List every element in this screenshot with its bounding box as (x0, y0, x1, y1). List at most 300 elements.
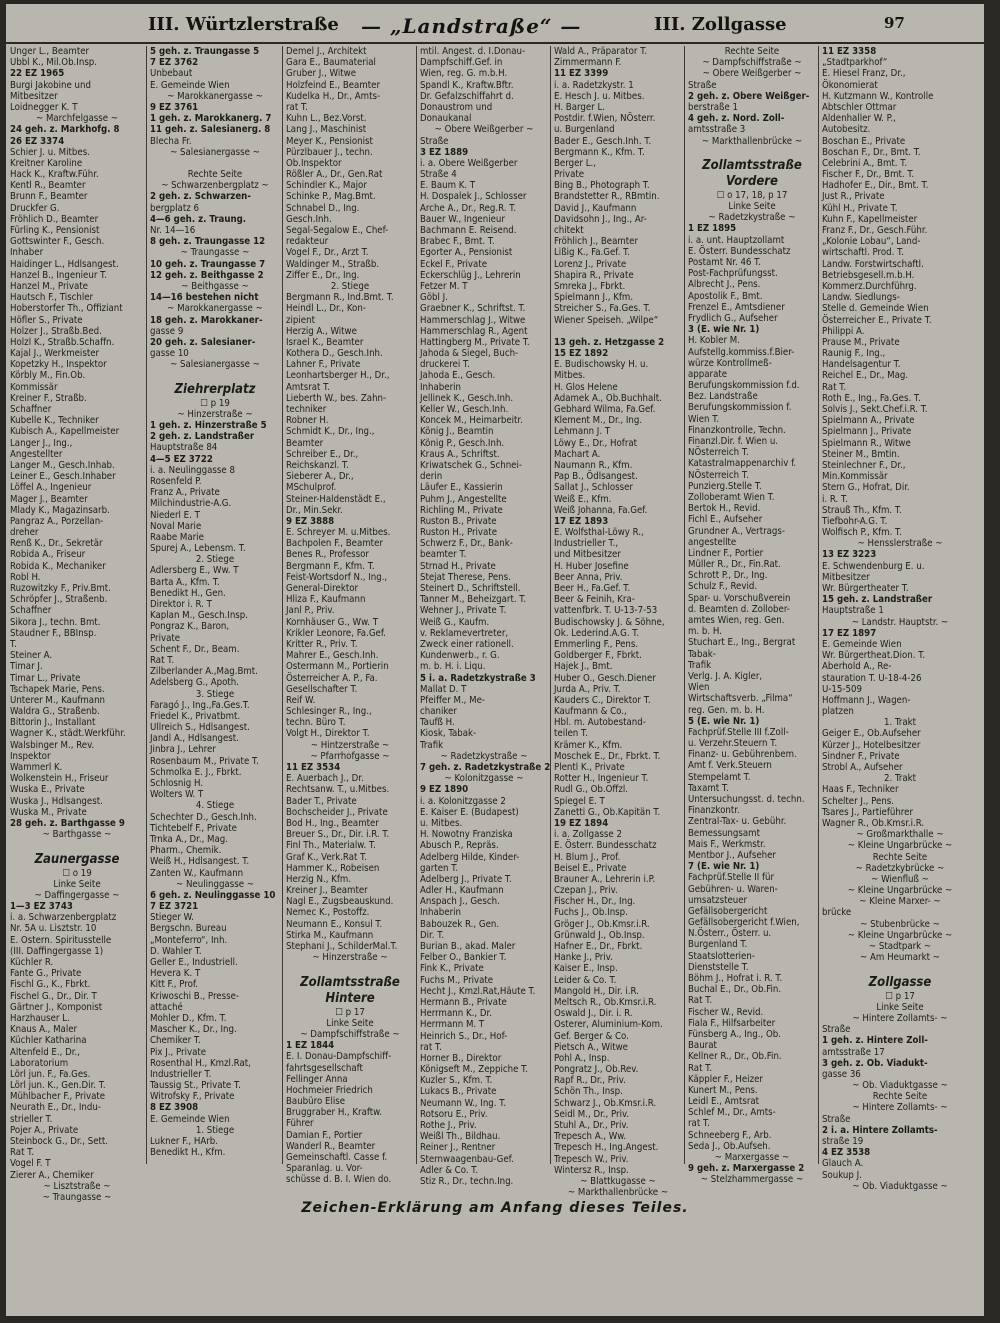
directory-entry: Rudl G., Ob.Offzl. (554, 784, 628, 796)
directory-entry: 13 EZ 3223 (822, 549, 877, 561)
directory-entry: E. Hiesel Franz, Dr., (822, 68, 906, 80)
directory-entry: Meltsch R., Ob.Kmsr.i.R. (554, 996, 657, 1008)
directory-entry: 2 geh. z. Obere Weißger- (688, 90, 810, 102)
directory-entry: i. a. Schwarzenbergplatz (10, 912, 117, 924)
directory-entry: Philippi A. (822, 325, 865, 337)
directory-entry: beamter T. (420, 549, 467, 561)
header-rule (6, 42, 984, 44)
directory-entry: Straße (822, 1024, 851, 1036)
directory-entry: teilen T. (554, 728, 588, 740)
column-divider (416, 46, 417, 1164)
directory-entry: D. Wahler T. (150, 945, 202, 957)
directory-entry: ~ Kleine Ungarbrücke ~ (847, 885, 953, 897)
directory-entry: 5 (E. wie Nr. 1) (688, 715, 760, 727)
directory-entry: ~ Blattkugasse ~ (580, 1175, 656, 1187)
column-2 (150, 46, 280, 1166)
directory-entry: Steiner-Haldenstädt E., (286, 493, 386, 505)
directory-entry: U-15-509 (822, 683, 863, 695)
directory-entry: ☐ o 17, 18, p 17 (716, 189, 788, 201)
directory-entry: König J., Beamtin (420, 426, 494, 438)
directory-entry: ~ Obere Weißgerber ~ (702, 68, 802, 80)
directory-entry: ~ Ob. Viaduktgasse ~ (852, 1080, 948, 1092)
directory-entry: Kreiner J., Beamter (286, 885, 368, 897)
directory-entry: Robl H. (10, 571, 41, 583)
directory-entry: Fichl E., Aufseher (688, 514, 763, 526)
directory-entry: Spandl K., Kraftw.Bftr. (420, 79, 514, 91)
directory-entry: „Stadtparkhof“ (822, 57, 888, 69)
directory-entry: 2 geh. z. Landstraßer (150, 431, 255, 443)
directory-entry: ~ Salesianergasse ~ (170, 359, 260, 371)
directory-entry: Fuchs M., Private (420, 974, 494, 986)
directory-entry: berstraße 1 (688, 101, 739, 113)
directory-entry: Goldberger F., Fbrkt. (554, 650, 642, 662)
directory-entry: ☐ o 19 (62, 867, 92, 879)
directory-entry: 2. Stiege (195, 554, 235, 566)
column-1 (10, 46, 144, 1203)
directory-entry: 11 EZ 3399 (554, 68, 609, 80)
directory-entry: 13 geh. z. Hetzgasse 2 (554, 336, 665, 348)
directory-entry: Staudner F., BBInsp. (10, 627, 97, 639)
directory-entry: 14—16 bestehen nicht (150, 292, 259, 304)
directory-entry: Schlesinger R., Ing., (286, 706, 372, 718)
directory-entry: ~ Schwarzenbergplatz ~ (161, 180, 269, 192)
directory-entry: Rotter H., Ingenieur T. (554, 773, 649, 785)
directory-entry: Mais F., Werkmstr. (688, 838, 766, 850)
directory-entry: Gruber J., Witwe (286, 68, 357, 80)
directory-page (6, 4, 984, 1316)
directory-entry: Mentbor J., Aufseher (688, 849, 776, 861)
directory-entry: ~ Hinzerstraße ~ (312, 952, 388, 964)
directory-entry: 4 EZ 3538 (822, 1147, 871, 1159)
directory-entry: Kritter R., Priv. T. (286, 638, 358, 650)
directory-entry: Österreicher A. P., Fa. (286, 672, 378, 684)
directory-entry: Zollamtsstraße (300, 974, 400, 990)
directory-entry: Private (150, 632, 181, 644)
directory-entry: Fischer F., Dr., Bmt. T. (822, 169, 915, 181)
directory-entry: Jurda A., Priv. T. (554, 683, 621, 695)
directory-entry: Hadhofer E., Dir., Bmt. T. (822, 180, 929, 192)
directory-entry (554, 326, 682, 337)
directory-entry: Wien, reg. G. m.b.H. (420, 68, 508, 80)
directory-entry: Holzfeind E., Beamter (286, 79, 380, 91)
directory-entry: Kuzler S., Kfm. T. (420, 1075, 493, 1087)
directory-entry: Reiner J., Rentner (420, 1142, 496, 1154)
directory-entry: Stejat Therese, Pens. (420, 571, 511, 583)
directory-entry: Rößler A., Dr., Gen.Rat (286, 169, 383, 181)
directory-entry: Dampfschiff.Gef. in (420, 57, 503, 69)
directory-entry: würze Kontrollmeß- (688, 357, 772, 369)
directory-entry: Leiner E., Gesch.Inhaber (10, 471, 116, 483)
directory-entry: Wald A., Präparator T. (554, 46, 648, 57)
directory-entry: Hack K., Kraftw.Führ. (10, 169, 99, 181)
directory-entry: wirtschaftl. Prod. T. (822, 247, 905, 259)
directory-entry: Druckfer G. (10, 202, 60, 214)
directory-entry: Robner H. (286, 415, 329, 427)
directory-entry: Löwy E., Dr., Hofrat (554, 437, 638, 449)
directory-entry: Ruston B., Private (420, 515, 497, 527)
directory-entry: Berufungskommission f.d. (688, 380, 800, 392)
directory-entry: Holzl K., Straßb.Schaffn. (10, 336, 115, 348)
directory-entry: angestellte (688, 536, 737, 548)
directory-entry: Pietsch A., Witwe (554, 1041, 628, 1053)
directory-entry: Smreka J., Fbrkt. (554, 280, 626, 292)
directory-entry: Jahoda & Siegel, Buch- (420, 348, 519, 360)
directory-entry: Bergmann K., Kfm. T. (554, 146, 645, 158)
directory-entry: Brabec F., Bmt. T. (420, 236, 495, 248)
directory-entry: Spielmann J., Private (822, 426, 912, 438)
directory-entry: Streicher S., Fa.Ges. T. (554, 303, 651, 315)
directory-entry: Herrmann K., Dr. (420, 1008, 492, 1020)
directory-entry: Apostolik F., Bmt. (688, 290, 763, 302)
directory-entry: Hoffmann J., Wagen- (822, 694, 911, 706)
directory-entry: Königseft M., Zeppiche T. (420, 1064, 529, 1076)
directory-entry: Beer H., Fa.Gef. T. (554, 583, 631, 594)
directory-entry: Hammerschlag R., Agent (420, 325, 528, 337)
directory-entry: Schlef M., Dr., Amts- (688, 1107, 776, 1119)
directory-entry: Fuchs J., Ob.Insp. (554, 907, 628, 919)
directory-entry: Mlady K., Magazinsarb. (10, 504, 110, 516)
directory-entry: Zanten W., Kaufmann (150, 867, 244, 879)
directory-entry: E. Schwendenburg E. u. (822, 560, 925, 572)
directory-entry: Heinrich S., Dr., Hof- (420, 1030, 508, 1042)
directory-entry: Plentl K., Private (554, 762, 625, 773)
directory-entry: Aldenhaller W. P., (822, 113, 896, 125)
directory-entry: Rechte Seite (187, 169, 243, 181)
directory-entry: Lörl jun. F., Fa.Ges. (10, 1068, 91, 1080)
directory-entry: ~ Traungasse ~ (180, 247, 250, 259)
directory-entry: Kaiser E., Insp. (554, 963, 618, 975)
directory-entry: Schelter J., Pens. (822, 795, 895, 807)
directory-entry: Waldra G., Straßenb. (10, 706, 100, 718)
directory-entry: Berufungskommission f. (688, 402, 792, 414)
directory-entry: u. Burgenland (554, 124, 615, 136)
directory-entry: Schlosnig H. (150, 778, 204, 789)
directory-entry: Ostermann M., Portierin (286, 661, 389, 673)
directory-entry: Schechter D., Gesch.Inh. (150, 811, 257, 823)
directory-entry: ~ Radetzkybrücke ~ (855, 862, 945, 874)
directory-entry: Linke Seite (53, 878, 101, 890)
directory-entry: Rat T. (688, 1062, 713, 1074)
directory-entry: platzen (822, 706, 854, 718)
directory-entry: Franz A., Private (150, 487, 220, 499)
directory-entry: ~ Radetzkystraße ~ (440, 750, 528, 762)
directory-entry: Langer J., Ing., (10, 437, 73, 449)
directory-entry: Amt f. Verk.Steuern (688, 760, 772, 772)
column-6 (688, 46, 816, 1186)
directory-entry: Soukup J. (822, 1169, 862, 1181)
directory-entry: ~ Marxergasse ~ (714, 1152, 790, 1163)
directory-entry: Brunn F., Beamter (10, 191, 88, 203)
directory-entry: Fellinger Anna (286, 1073, 348, 1085)
directory-entry: Czepan J., Priv. (554, 885, 618, 897)
directory-entry: Hammer K., Robeisen (286, 862, 380, 874)
directory-entry: König P., Gesch.Inh. (420, 437, 505, 449)
directory-entry: 17 EZ 1897 (822, 627, 877, 639)
directory-entry: Mitbesitzer (822, 571, 870, 583)
directory-entry: Adler H., Kaufmann (420, 885, 504, 897)
directory-entry: Kubelle K., Techniker (10, 415, 99, 427)
directory-entry: Inhaberin (420, 907, 461, 919)
directory-entry: Ziffer E., Dr., Ing. (286, 269, 360, 281)
directory-entry: Zollamtsstraße (702, 157, 802, 173)
directory-entry: H. Kutzmann W., Kontrolle (822, 90, 934, 102)
directory-entry: Walsbinger M., Rev. (10, 739, 95, 751)
directory-entry: chaniker (420, 706, 457, 718)
directory-entry: Gebhard Wilma, Fa.Gef. (554, 404, 656, 415)
directory-entry: Tschapek Marie, Pens. (10, 683, 105, 695)
directory-entry: Janl P., Priv. (286, 605, 335, 617)
directory-entry: Herzig N., Kfm. (286, 873, 352, 885)
directory-entry: Wagner K., städt.Werkführ. (10, 728, 126, 740)
directory-entry: 15 geh. z. Landstraßer (822, 594, 933, 606)
directory-entry: Hafner E., Dr., Fbrkt. (554, 941, 643, 952)
directory-entry: Roth E., Ing., Fa.Ges. T. (822, 392, 921, 404)
directory-entry: 19 EZ 1894 (554, 817, 609, 829)
directory-entry: Tichtebelf F., Private (150, 822, 237, 834)
directory-entry: Schön Th., Insp. (554, 1086, 623, 1098)
directory-entry: Seda J., Ob.Aufseh. (688, 1140, 771, 1152)
directory-entry: Osterer, Aluminium-Kom. (554, 1019, 663, 1031)
directory-entry: Kürzer J., Hotelbesitzer (822, 739, 921, 751)
directory-entry: Arche A., Dr., Reg.R. T. (420, 202, 517, 214)
directory-entry: ~ Kleine Ungarbrücke ~ (847, 929, 953, 941)
directory-entry: Schmidt K., Dr., Ing., (286, 426, 375, 438)
directory-entry: ~ Großmarkthalle ~ (856, 829, 944, 841)
directory-entry: Machart A. (554, 448, 601, 460)
directory-entry: Boschan F., Dr., Bmt. T. (822, 146, 921, 158)
directory-entry: Gebühren- u. Waren- (688, 883, 778, 895)
directory-entry: Herrmann M. T (420, 1019, 485, 1031)
directory-entry: Wammerl K. (10, 762, 63, 773)
directory-entry: Schnabel D., Ing. (286, 202, 360, 214)
column-divider (550, 46, 551, 1164)
directory-entry: Landw. Siedlungs- (822, 292, 900, 304)
directory-entry: Fiala F., Hilfsarbeiter (688, 1017, 776, 1029)
directory-entry: Segal-Segalow E., Chef- (286, 225, 389, 236)
directory-entry: 9 EZ 3761 (150, 101, 199, 113)
directory-entry: Schröpfer J., Straßenb. (10, 594, 108, 606)
directory-entry: H. Dospalek J., Schlosser (420, 191, 527, 203)
directory-entry (150, 370, 280, 381)
directory-entry: Breuer S., Dr., Dir. i.R. T. (286, 829, 390, 841)
directory-entry: Mühlbacher F., Private (10, 1091, 106, 1103)
directory-entry: Fachprüf.Stelle III f.Zoll- (688, 726, 789, 738)
directory-entry: Kriwoschi B., Presse- (150, 990, 240, 1002)
directory-entry: Buchal E., Dr., Ob.Fin. (688, 984, 782, 996)
directory-entry: 15 EZ 1892 (554, 348, 609, 360)
directory-entry: Adelberg Hilde, Kinder- (420, 851, 520, 863)
directory-entry: Damian F., Portier (286, 1129, 363, 1141)
directory-entry: Hattingberg M., Private T. (420, 336, 530, 348)
directory-entry: Staatslotterien- (688, 950, 755, 962)
directory-entry: Bauer W., Ingenieur (420, 213, 505, 225)
directory-entry: amtsstraße 3 (688, 124, 746, 136)
directory-entry: Fischer H., Dr., Ing. (554, 896, 636, 908)
directory-entry: 20 geh. z. Salesianer- (150, 336, 256, 348)
directory-entry: Stern G., Hofrat, Dir. (822, 482, 910, 494)
directory-entry: zipient (286, 314, 315, 326)
directory-entry: Fischl G., K., Fbrkt. (10, 979, 91, 991)
directory-entry: Krämer K., Kfm. (554, 739, 623, 751)
directory-entry: Knaus A., Maler (10, 1024, 78, 1036)
directory-entry: Bergmann F., Kfm. T. (286, 560, 375, 572)
directory-entry: Burgenland T. (688, 939, 748, 951)
directory-entry: Straße (688, 79, 717, 91)
directory-entry: reg. Gen. m. b. H. (688, 704, 765, 716)
directory-entry: Finanzkontr. (688, 805, 740, 817)
directory-entry: Post-Fachprüfungsst. (688, 268, 778, 280)
directory-entry: Adler & Co. T. (420, 1164, 479, 1176)
directory-entry: ~ Kleine Ungarbrücke ~ (847, 840, 953, 852)
directory-entry: Direktor i. R. T (150, 599, 212, 610)
directory-entry: E. Ostern. Spiritusstelle (10, 934, 112, 946)
directory-entry: 1. Stiege (195, 1124, 235, 1136)
directory-entry: Kajal J., Werkmeister (10, 348, 100, 360)
directory-entry: Mitbesitzer (10, 90, 58, 102)
directory-entry: Zaunergasse (34, 851, 120, 867)
directory-entry: NÖsterreich T. (688, 469, 749, 481)
directory-entry: Stuhl A., Dr., Priv. (554, 1120, 629, 1131)
directory-entry: Reif W. (286, 694, 316, 706)
directory-entry: ~ Dampfschiffstraße ~ (300, 1028, 400, 1040)
directory-entry: Bing B., Photograph T. (554, 180, 650, 192)
directory-entry: Eckerschlüg J., Lehrerin (420, 269, 521, 281)
directory-entry: Fante G., Private (10, 968, 82, 980)
column-5 (554, 46, 682, 1199)
directory-entry: Hanzel B., Ingenieur T. (10, 269, 107, 281)
directory-entry: Vogel F., Dr., Arzt T. (286, 247, 369, 259)
directory-entry: 4. Stiege (195, 800, 235, 812)
directory-entry: ~ Kolonitzgasse ~ (444, 773, 524, 785)
directory-entry: Stieger W. (150, 912, 194, 924)
directory-entry: amtes Wien, reg. Gen. (688, 615, 785, 626)
directory-entry: E. I. Donau-Dampfschiff- (286, 1051, 392, 1063)
directory-entry: H. Nowotny Franziska (420, 829, 513, 841)
directory-entry: Sternwaagenbau-Gef. (420, 1153, 514, 1165)
directory-entry: Straße (822, 1113, 851, 1125)
directory-entry: 2. Trakt (883, 773, 917, 785)
directory-entry: H. Kobler M. (688, 335, 740, 347)
directory-entry: Mitbes. (554, 370, 586, 382)
directory-entry: Lieberth W., bes. Zahn- (286, 392, 387, 404)
directory-entry: Lorenz J., Private (554, 258, 627, 270)
directory-entry: Jellinek K., Gesch.Inh. (420, 392, 514, 404)
directory-entry: Nr. 5A u. Lisztstr. 10 (10, 923, 97, 935)
directory-entry: ~ Kleine Marxer- ~ (859, 896, 941, 908)
directory-entry: Koncek M., Heimarbeitr. (420, 415, 523, 427)
directory-entry: Zanetti G., Ob.Kapitän T. (554, 806, 661, 818)
directory-entry: Kunert M., Pens. (688, 1084, 758, 1096)
directory-entry: „Monteferro“, Inh. (150, 934, 228, 946)
directory-entry: E. Hesch J. u. Mitbes. (554, 90, 645, 102)
directory-entry: Pap B., Ödlsangest. (554, 471, 638, 483)
directory-entry: Schreiber E., Dr., (286, 448, 359, 460)
directory-entry: Schwerz F., Dr., Bank- (420, 538, 513, 550)
directory-entry: MSchulprof. (286, 482, 337, 494)
directory-entry: Stirka M., Kaufmann (286, 929, 374, 941)
directory-entry: 1. Trakt (883, 717, 917, 729)
directory-entry (150, 158, 280, 169)
directory-entry: Rat T. (688, 995, 713, 1007)
directory-entry: Ziehrerplatz (174, 381, 256, 397)
directory-entry: Jinbra J., Lehrer (150, 744, 216, 756)
directory-entry: 24 geh. z. Markhofg. 8 (10, 124, 120, 136)
columns (10, 46, 980, 1203)
directory-entry: Wanderl R., Beamter (286, 1140, 376, 1152)
directory-entry: Gemeinschaftl. Casse f. (286, 1152, 388, 1163)
directory-entry: Aberhold A., Re- (822, 661, 892, 673)
directory-entry: 11 EZ 3534 (286, 762, 341, 773)
directory-entry: Raunig F., Ing., (822, 348, 886, 360)
directory-entry: Langer M., Gesch.Inhab. (10, 459, 115, 471)
directory-entry: Küchler Katharina (10, 1035, 87, 1047)
directory-entry: Trafik (420, 739, 444, 751)
directory-entry: Just R., Private (822, 191, 885, 203)
directory-entry: Spurej A., Lebensm. T. (150, 543, 246, 555)
directory-entry: Pürzlbauer J., techn. (286, 146, 373, 158)
directory-entry: ~ Stadtpark ~ (868, 941, 932, 952)
directory-entry: Inhaber (10, 247, 44, 259)
directory-entry: Huber O., Gesch.Diener (554, 672, 656, 684)
directory-entry: Robida K., Mechaniker (10, 560, 106, 572)
directory-entry: Mascher K., Dr., Ing. (150, 1024, 237, 1036)
directory-entry: E. Österr. Bundesschatz (688, 245, 791, 257)
directory-entry: Bittorin J., Installant (10, 717, 96, 729)
directory-entry: Schmolka E. J., Fbrkt. (150, 766, 242, 778)
directory-entry: Müller R., Dr., Fin.Rat. (688, 559, 781, 571)
directory-entry: Anspach J., Gesch. (420, 896, 500, 908)
directory-entry: Trnka A., Dr., Mag. (150, 833, 229, 845)
directory-entry: Steiner A. (10, 650, 53, 662)
directory-entry: Schaffner (10, 404, 52, 415)
directory-entry: Kühl H., Private T. (822, 202, 898, 214)
directory-entry: ~ Beithgasse ~ (181, 280, 249, 292)
directory-entry: Spielmann A., Private (822, 415, 915, 427)
directory-entry: Hliza F., Kaufmann (286, 594, 366, 606)
directory-entry: Weiß H., Hdlsangest. T. (150, 856, 250, 868)
directory-entry: Prause M., Private (822, 336, 900, 348)
directory-entry: Katastralmappenarchiv f. (688, 458, 797, 470)
directory-entry: Burgi Jakobine und (10, 79, 91, 91)
directory-entry: Emmerling F., Pens. (554, 638, 639, 650)
directory-entry: Demel J., Architekt (286, 46, 367, 57)
directory-entry: 1 EZ 1844 (286, 1040, 335, 1052)
directory-entry: attaché (150, 1001, 183, 1013)
directory-entry: Kitt F., Prof. (150, 979, 198, 991)
directory-entry: Reichskanzl. T. (286, 459, 349, 471)
directory-entry: Richling M., Private (420, 504, 503, 516)
directory-entry: m. b. H. i. Liqu. (420, 661, 486, 673)
directory-entry: E. Österr. Bundesschatz (554, 840, 657, 852)
directory-entry: T. (10, 638, 17, 650)
directory-entry: strieller T. (10, 1113, 53, 1125)
column-3 (286, 46, 414, 1186)
directory-entry: Amtsrat T. (286, 381, 331, 393)
directory-entry: Keller W., Gesch.Inh. (420, 404, 509, 415)
directory-entry: Zilberlander A.,Mag.Bmt. (150, 666, 258, 678)
directory-entry: Israel K., Beamter (286, 336, 364, 348)
directory-entry: Stuchart E., Ing., Bergrat (688, 637, 796, 649)
directory-entry: Brandstetter R., RBmtin. (554, 191, 660, 203)
directory-entry: rat T. (688, 1118, 710, 1130)
directory-entry: Pix J., Private (150, 1046, 207, 1058)
directory-entry: E. Kaiser E. (Budapest) (420, 806, 519, 818)
directory-entry: Taxamt T. (688, 782, 729, 794)
directory-entry: 1 geh. z. Marokkanerg. 7 (150, 113, 272, 125)
directory-entry: Noval Marie (150, 520, 202, 532)
directory-entry: Bergschn. Bureau (150, 923, 227, 935)
directory-entry: Bader E., Gesch.Inh. T. (554, 135, 652, 147)
